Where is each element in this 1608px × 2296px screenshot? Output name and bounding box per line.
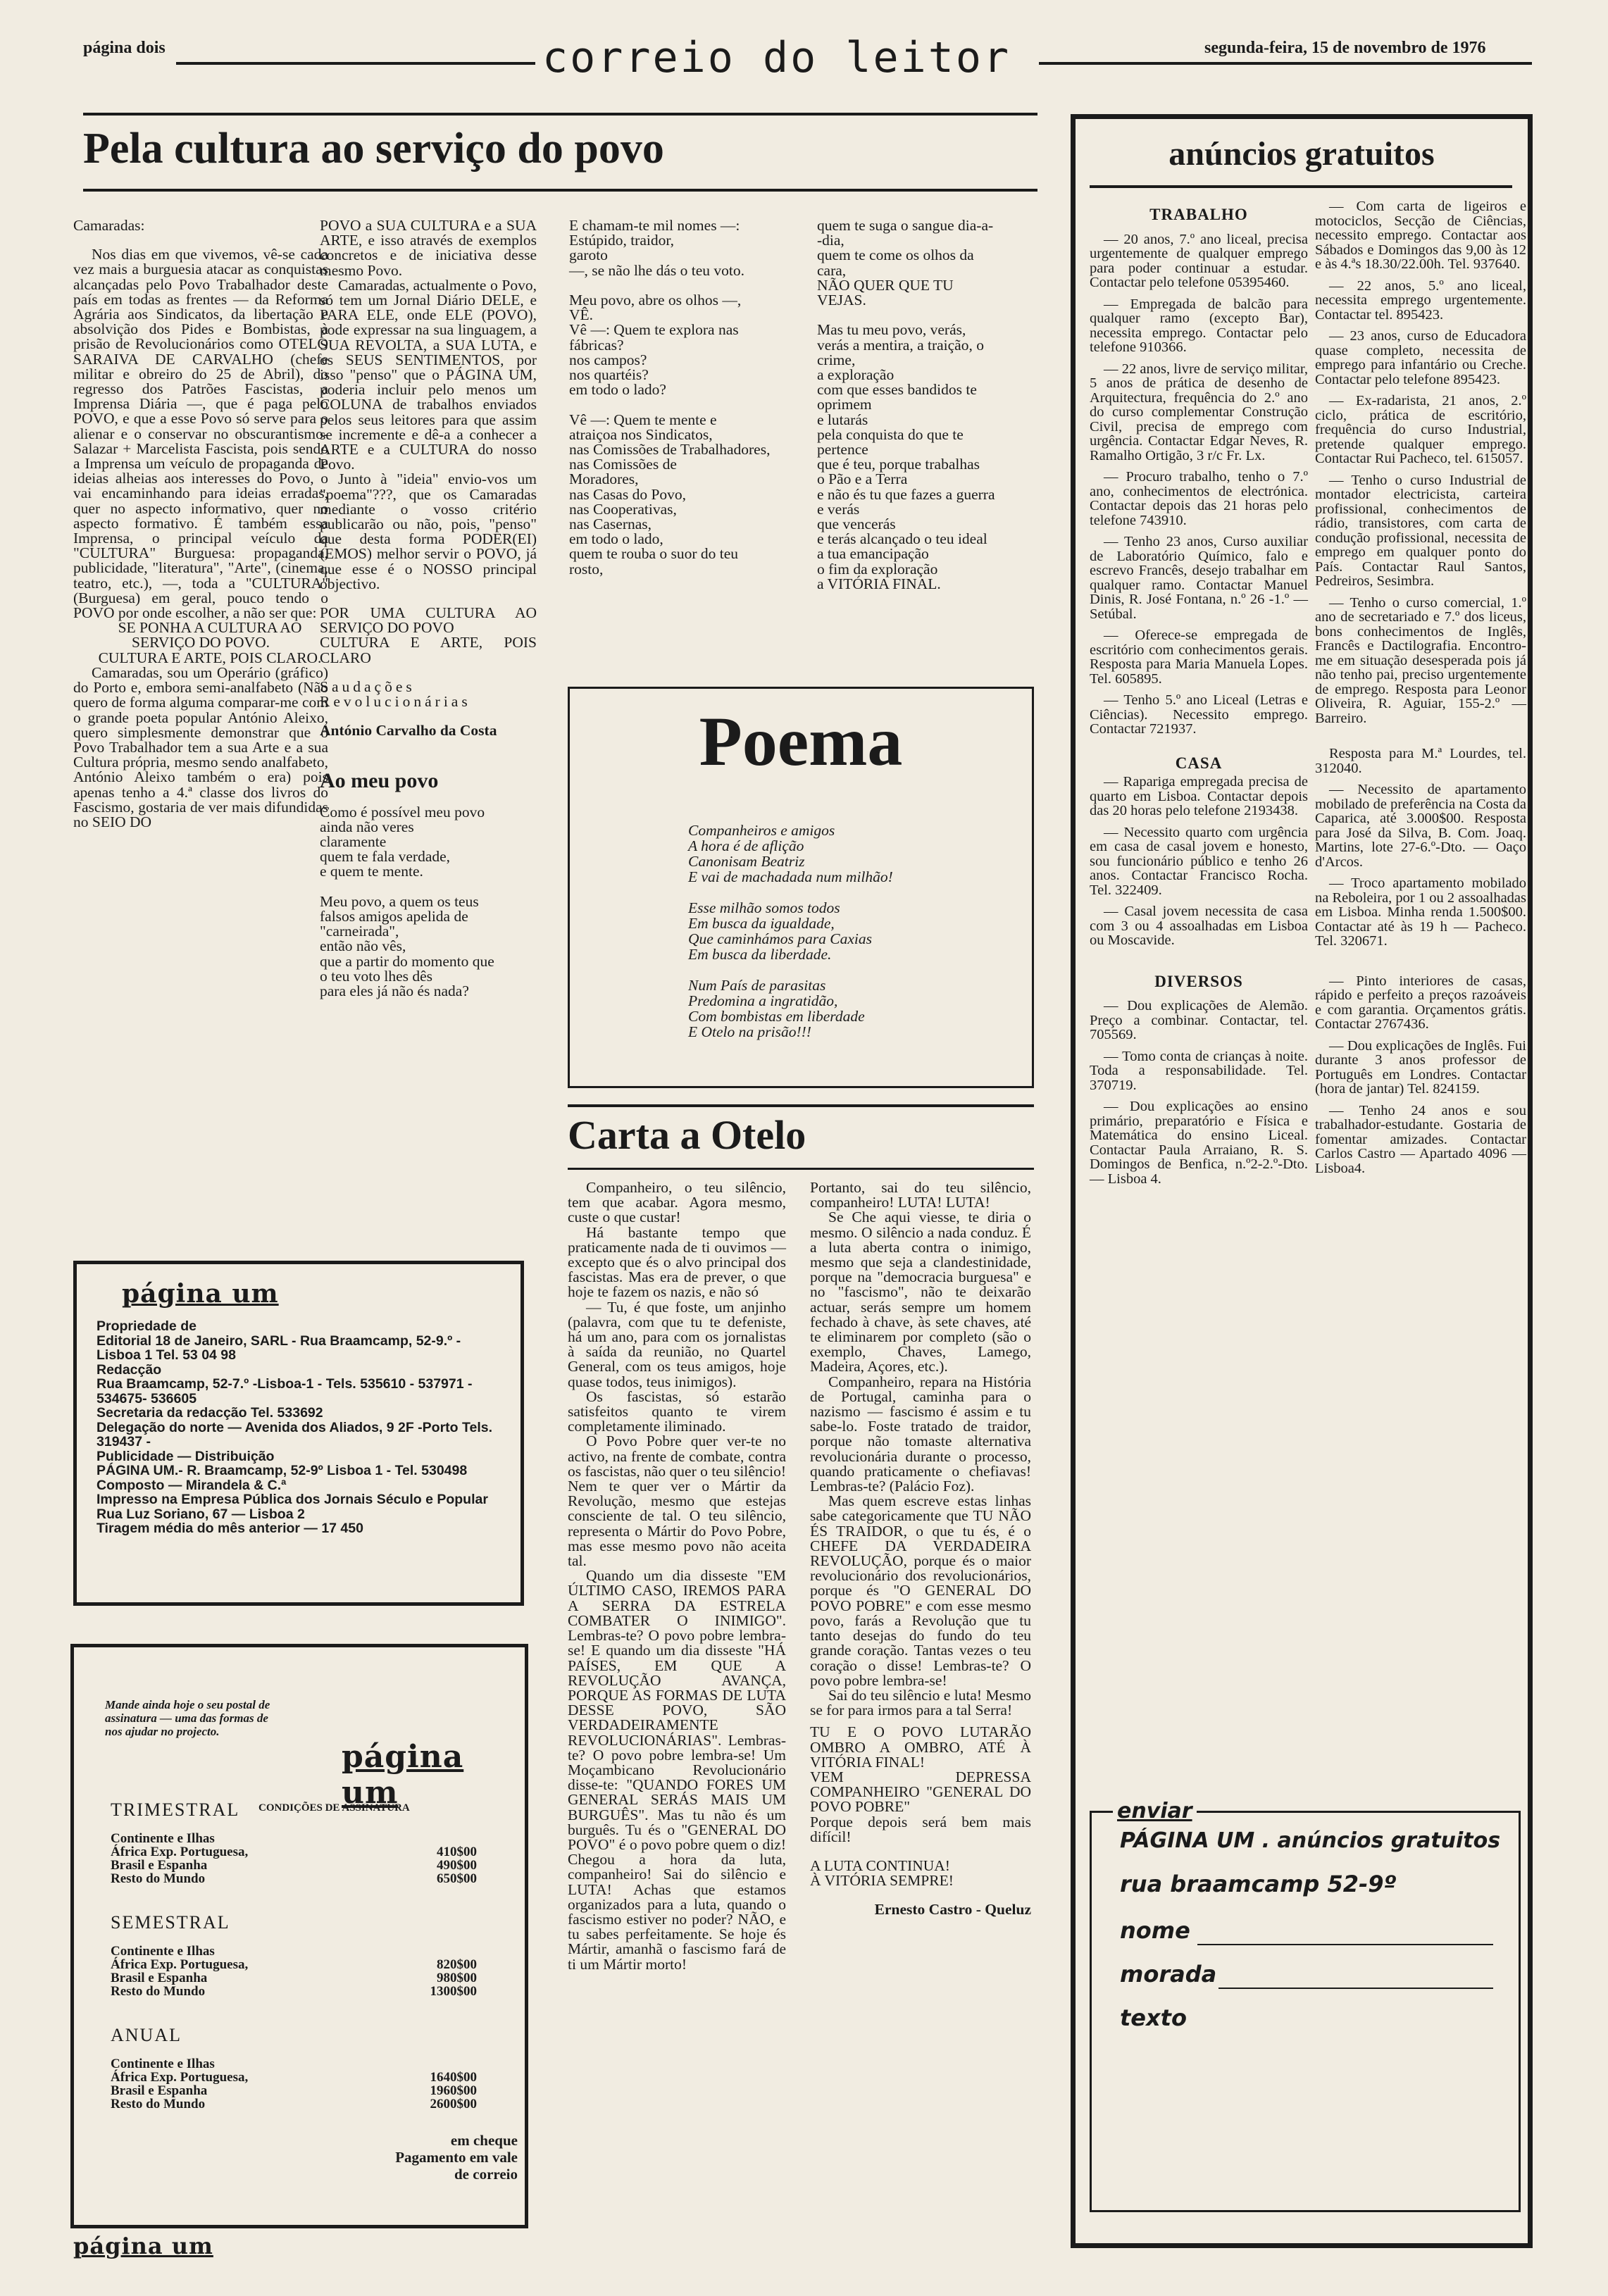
poem-line: nos quartéis? xyxy=(569,366,649,384)
section-title: correio do leitor xyxy=(542,33,1011,82)
region: Brasil e Espanha xyxy=(111,1858,208,1873)
paragraph: Se Che aqui viesse, te diria o mesmo. O silêncio a nada conduz. É a luta aberta contra o inimigo, mesmo que seja a clandestinidade, porque na "democracia burguesa" e no "fascismo", não te deixarão actuar, serás sempre um homem fechado à chave, às sete chaves, até te eliminarem por completo (são o exemplo, Chaves, Lamego, Madeira, Açores, etc.). xyxy=(810,1209,1031,1375)
classified-ad: — Tomo conta de crianças à noite. Toda a responsabilidade. Tel. 370719. xyxy=(1090,1048,1308,1093)
subscription-plan xyxy=(111,1912,477,1998)
payment-method xyxy=(335,2132,518,2183)
poema-line: Em busca da liberdade. xyxy=(688,946,832,963)
colophon-line: Composto — Mirandela & C.ª xyxy=(96,1477,287,1493)
price-row xyxy=(111,2057,477,2071)
form-address-line: PÁGINA UM . anúncios gratuitos xyxy=(1120,1828,1501,1853)
poem-line: Meu povo, abre os olhos —, xyxy=(569,292,742,309)
classified-ad: — Dou explicações de Alemão. Preço a combinar. Contactar, tel. 705569. xyxy=(1090,998,1308,1042)
price: 2600$00 xyxy=(430,2097,477,2111)
poem-line xyxy=(817,308,1037,323)
poem-line: crime, xyxy=(817,351,856,368)
poem-line: E chamam-te mil nomes —: xyxy=(569,217,740,234)
poema-stanzas xyxy=(688,823,1026,1055)
region: África Exp. Portuguesa, xyxy=(111,2070,249,2085)
poem-line: "carneirada", xyxy=(320,923,399,940)
carta-title-rule xyxy=(568,1168,1034,1170)
plan-name: ANUAL xyxy=(111,2025,182,2045)
poem-line: rosto, xyxy=(569,560,604,578)
poem-line: a exploração xyxy=(817,366,895,384)
carta-title: Carta a Otelo xyxy=(568,1112,806,1158)
main-article-title: Pela cultura ao serviço do povo xyxy=(83,125,664,173)
classified-ad: — Procuro trabalho, tenho o 7.º ano, conhecimentos de electrónica. Contactar depois das 21 horas pelo telefone 743910. xyxy=(1090,469,1308,528)
price-row xyxy=(111,1859,477,1872)
ads-col1 xyxy=(1090,204,1308,1193)
poem-line: e não és tu que fazes a guerra xyxy=(817,485,995,503)
subscription-plan xyxy=(111,2025,477,2111)
slogan: TU E O POVO LUTARÃO OMBRO A OMBRO, ATÉ À VITÓRIA FINAL! xyxy=(810,1723,1031,1771)
classified-ad: — 23 anos, curso de Educadora quase completo, necessita de emprego para infantário ou Creche. Contactar pelo telefone 895423. xyxy=(1315,328,1526,387)
slogan: POR UMA CULTURA AO SERVIÇO DO POVO xyxy=(320,604,537,637)
main-title-rule xyxy=(83,189,1037,192)
poem-line: Mas tu meu povo, verás, xyxy=(817,321,966,339)
slogan: VEM DEPRESSA COMPANHEIRO "GENERAL DO POVO POBRE" xyxy=(810,1768,1031,1816)
poem-line: e quem te mente. xyxy=(320,863,423,880)
poem-line: garoto xyxy=(569,247,608,264)
paragraph: Companheiro, repara na História de Portugal, caminha para o nazismo — fascismo é assim e tu sabe-lo. Foste tratado de traidor, porque não tomaste alternativa revolucionária durante o processo, quando praticamente o chefiavas! Lembras-te? (Palácio Foz). xyxy=(810,1373,1031,1495)
region: Continente e Ilhas xyxy=(111,2057,215,2071)
form-morada-label: morada xyxy=(1120,1961,1217,1988)
ads-title: anúncios gratuitos xyxy=(1168,135,1435,173)
payment-line: Pagamento em vale xyxy=(395,2149,518,2166)
paragraph: Companheiro, o teu silêncio, tem que acabar. Agora mesmo, custe o que custar! xyxy=(568,1179,786,1226)
poema-line: Canonisam Beatriz xyxy=(688,853,805,870)
casa-heading: CASA xyxy=(1175,754,1223,772)
price-row xyxy=(111,1985,477,1998)
poem-line: e verás xyxy=(817,500,860,518)
colophon-line: Impresso na Empresa Pública dos Jornais Século e Popular xyxy=(96,1492,488,1507)
price: 650$00 xyxy=(437,1871,477,1886)
poem-line: para eles já não és nada? xyxy=(320,982,469,999)
classified-ad: — Troco apartamento mobilado na Reboleira, por 1 ou 2 assoalhadas em Lisboa. Minha renda 1.500$00. Contactar até às 19 h — Pacheco. Tel. 320671. xyxy=(1315,875,1527,949)
main-article-col2 xyxy=(320,218,537,999)
price: 410$00 xyxy=(437,1845,477,1859)
texto-field-area[interactable] xyxy=(1120,2038,1493,2193)
main-top-rule xyxy=(83,113,1037,116)
payment-line: de correio xyxy=(454,2166,518,2183)
poem-line: que a partir do momento que xyxy=(320,952,494,970)
ad-submission-form xyxy=(1090,1799,1521,2212)
ads-col2 xyxy=(1315,199,1527,1183)
classified-ad: — Oferece-se empregada de escritório com conhecimentos gerais. Resposta para Maria Manuela Lopes. Tel. 605895. xyxy=(1090,628,1308,687)
poem-line: quem te rouba o suor do teu xyxy=(569,545,739,563)
ads-title-rule xyxy=(1090,185,1512,188)
classified-ad: Resposta para M.ª Lourdes, tel. 312040. xyxy=(1315,746,1526,776)
poema-line: Com bombistas em liberdade xyxy=(688,1008,865,1025)
poem-line: Vê —: Quem te explora nas xyxy=(569,321,739,339)
slogan: A LUTA CONTINUA! xyxy=(810,1857,950,1874)
masthead-rule-left xyxy=(176,62,535,65)
subscription-conditions xyxy=(111,1799,505,2138)
salutation: Camaradas: xyxy=(73,217,145,234)
poem-line: cara, xyxy=(817,261,847,279)
poem-line xyxy=(569,397,802,412)
poem-line: Como é possível meu povo xyxy=(320,803,485,821)
poem-line: em todo o lado, xyxy=(569,530,663,548)
price-row xyxy=(111,1945,477,1958)
poema-line: Esse milhão somos todos xyxy=(688,899,840,916)
poem-line: Moradores, xyxy=(569,470,639,488)
poem-line: Estúpido, traidor, xyxy=(569,232,675,249)
classified-ad: — Ex-radarista, 21 anos, 2.º ciclo, prática de escritório, frequência do curso Industrial, pretende qualquer emprego. Contactar Rui Pacheco, tel. 615057. xyxy=(1315,393,1526,466)
classified-ad: — Necessito de apartamento mobilado de preferência na Costa da Caparica, até 3.000$00. Resposta para José da Silva, B. Com. Joaq. Martins, lote 27-6.º-Dto. — Oaço d'Arcos. xyxy=(1315,782,1526,870)
poem-line: o teu voto lhes dês xyxy=(320,967,433,985)
paragraph: — Tu, é que foste, um anjinho (palavra, com que tu te defeniste, há um ano, para com os jornalistas à saída da reunião, no Quartel General, com os teus amigos, hoje quase todos, teus inimigos). xyxy=(568,1298,786,1390)
classified-ad: — 20 anos, 7.º ano liceal, precisa urgentemente de qualquer emprego para poder continuar a estudar. Contactar pelo telefone 05395460. xyxy=(1090,231,1308,290)
form-nome-label: nome xyxy=(1120,1917,1190,1944)
poem-line: quem te come os olhos da xyxy=(817,247,974,264)
classified-ad: — Tenho o curso comercial, 1.º ano de secretariado e 7.º dos liceus, bons conhecimentos de Inglês, Francês e Dactilografia. Encontro-me em situação desesperada pois já não tenho pai, preciso urgentemente de emprego. Resposta para Leonor Oliveira, R. Aguiar, 155-2.º — Barreiro. xyxy=(1315,594,1526,726)
plan-name: TRIMESTRAL xyxy=(111,1799,240,1820)
price: 1960$00 xyxy=(430,2083,477,2098)
poema-line: E Otelo na prisão!!! xyxy=(688,1023,811,1040)
nome-field-line[interactable] xyxy=(1197,1944,1493,1945)
price-row xyxy=(111,1958,477,1971)
subscription-logo: página um xyxy=(342,1739,464,1811)
slogan: CULTURA E ARTE, POIS CLARO xyxy=(320,634,537,666)
region: África Exp. Portuguesa, xyxy=(111,1845,249,1859)
poem-line: o Pão e a Terra xyxy=(817,470,908,488)
poema-stanza xyxy=(688,900,1026,962)
subscription-box xyxy=(70,1644,528,2228)
classified-ad: — Dou explicações de Inglês. Fui durante 3 anos professor de Português em Londres. Contactar (hora de jantar) Tel. 824159. xyxy=(1315,1037,1526,1097)
classified-ad: — Casal jovem necessita de casa com 3 ou 4 assoalhadas em Lisboa ou Moscavide. xyxy=(1090,904,1308,948)
paragraph: Portanto, sai do teu silêncio, companheiro! LUTA! LUTA! xyxy=(810,1179,1031,1211)
poem-lines-a xyxy=(320,805,537,999)
price-row xyxy=(111,2071,477,2084)
colophon-box xyxy=(73,1261,524,1606)
subscription-conditions-label: CONDIÇÕES DE ASSINATURA xyxy=(258,1802,410,1814)
trabalho-heading: TRABALHO xyxy=(1149,206,1248,223)
paragraph: POVO a SUA CULTURA e a SUA ARTE, e isso através de exemplos concretos e de iniciativa desse mesmo Povo. xyxy=(320,217,537,279)
classified-ad: — Com carta de ligeiros e motociclos, Secção de Ciências, necessito emprego. Contactar aos Sábados e Domingos das 9,00 às 12 e às 4.ªs 18.30/22.00h. Tel. 937640. xyxy=(1315,199,1526,272)
plan-name: SEMESTRAL xyxy=(111,1912,230,1933)
enviar-label: enviar xyxy=(1113,1800,1197,1823)
poem-line: NÃO QUER QUE TU xyxy=(817,276,954,294)
signature: António Carvalho da Costa xyxy=(320,722,497,740)
poema-line: Em busca da igualdade, xyxy=(688,915,835,932)
poema-line: Que caminhámos para Caxias xyxy=(688,930,872,947)
poem-line: a tua emancipação xyxy=(817,545,929,563)
region: Resto do Mundo xyxy=(111,1871,206,1886)
paragraph: Quando um dia disseste "EM ÚLTIMO CASO, IREMOS PARA A SERRA DA ESTRELA COMBATER O INIMIGO". Lembras-te? O povo pobre lembra-se! E quando um dia disseste "HÁ PAÍSES, EM QUE A REVOLUÇÃO AVANÇA, PORQUE AS FORMAS DE LUTA DESSE POVO, SÃO VERDADEIRAMENTE REVOLUCIONÁRIAS". Lembras-te? O povo pobre lembra-se! Um Moçambicano Revolucionário disse-te: "QUANDO FORES UM GENERAL SERÁS MAIS UM BURGUÊS". Mas tu não és um burguês. Tu és o "GENERAL DO POVO" é o povo pobre quem o diz! Chegou a hora da luta, companheiro! Sai do silêncio e LUTA! Achas que estamos organizados para a luta, quando o fascismo estiver no poder? NÃO, e tu sabes perfeitamente. Se hoje és Mártir, amanhã o fascismo fará de ti um Mártir morto! xyxy=(568,1567,786,1973)
slogan: SE PONHA A CULTURA AO SERVIÇO DO POVO. xyxy=(118,619,302,651)
poem-line: VEJAS. xyxy=(817,292,866,309)
paragraph: Há bastante tempo que praticamente nada de ti ouvimos — excepto que és o alvo principal dos fascistas. Mas era de prever, o que hoje te fazem os nazis, e não só xyxy=(568,1223,786,1301)
price-row xyxy=(111,2097,477,2111)
main-article-col1 xyxy=(73,218,328,830)
region: África Exp. Portuguesa, xyxy=(111,1957,249,1972)
poem-line: então não vês, xyxy=(320,937,406,955)
page-label: página dois xyxy=(83,39,166,57)
poem-line: quem te fala verdade, xyxy=(320,848,451,866)
price: 980$00 xyxy=(437,1971,477,1985)
poem-line xyxy=(320,880,537,894)
poem-line: verás a mentira, a traição, o xyxy=(817,336,984,354)
price-row xyxy=(111,1971,477,1985)
classified-ad: — Pinto interiores de casas, rápido e perfeito a preços razoáveis e com garantia. Orçamentos grátis. Contactar 2767436. xyxy=(1315,973,1526,1032)
poema-stanza xyxy=(688,978,1026,1040)
poem-line: -dia, xyxy=(817,232,844,249)
poem-line: nas Casas do Povo, xyxy=(569,485,687,503)
price: 1300$00 xyxy=(430,1984,477,1999)
carta-col2 xyxy=(810,1180,1031,1918)
region: Continente e Ilhas xyxy=(111,1944,215,1959)
poem-line: nas Comissões de xyxy=(569,456,677,473)
footer-logo: página um xyxy=(73,2233,213,2259)
ads-panel xyxy=(1071,114,1533,2248)
colophon-line: Secretaria da redacção Tel. 533692 xyxy=(96,1405,323,1421)
classified-ad: — Tenho 5.º ano Liceal (Letras e Ciências). Necessito emprego. Contactar 721937. xyxy=(1090,692,1308,737)
poem-line: nas Casernas, xyxy=(569,516,652,533)
poem-line: que vencerás xyxy=(817,516,896,533)
paragraph: Junto à "ideia" envio-vos um "poema"???, que os Camaradas mediante o vosso critério publicarão ou não, pois, "penso" que desta forma PODER(EI)(EMOS) melhor servir o POVO, já que esse é o NOSSO principal objectivo. xyxy=(320,470,537,592)
region: Brasil e Espanha xyxy=(111,2083,208,2098)
region: Continente e Ilhas xyxy=(111,1831,215,1846)
paragraph: Porque depois será bem mais difícil! xyxy=(810,1813,1031,1845)
poema-box xyxy=(568,687,1034,1088)
classified-ad: — 22 anos, 5.º ano liceal, necessita emprego urgentemente. Contactar tel. 895423. xyxy=(1315,277,1526,323)
paragraph: Camaradas, sou um Operário (gráfico) do Porto e, embora semi-analfabeto (Não quero de forma alguma comparar-me com o grande poeta popular António Aleixo, quero simplesmente demonstrar que o Povo Trabalhador tem a sua Arte e a sua Cultura própria, mesmo sendo analfabeto, António Aleixo também o era) pois apenas tenho a 4.ª classe dos livros do Fascismo, gostaria de ver mais difundidas no SEIO DO xyxy=(73,663,328,830)
slogan: À VITÓRIA SEMPRE! xyxy=(810,1872,954,1890)
poema-stanza xyxy=(688,823,1026,885)
colophon-line: PÁGINA UM.- R. Braamcamp, 52-9º Lisboa 1 - Tel. 530498 xyxy=(96,1463,468,1478)
region: Resto do Mundo xyxy=(111,2097,206,2111)
poem-line: VÊ. xyxy=(569,306,594,324)
form-texto-label: texto xyxy=(1120,2004,1187,2031)
diversos-heading: DIVERSOS xyxy=(1154,972,1243,990)
poem-line xyxy=(569,278,802,293)
classified-ad: — Tenho o curso Industrial de montador electricista, carteira profissional, conhecimentos de rádio, transistores, com carta de condução profissional, necessita de emprego em qualquer ponto do País. Contactar Raul Santos, Pedreiros, Sesimbra. xyxy=(1315,472,1526,589)
colophon-line: Redacção xyxy=(96,1361,162,1378)
closing: Saudações Revolucionárias xyxy=(320,678,471,711)
price-row xyxy=(111,1832,477,1845)
classified-ad: — Tenho 24 anos e sou trabalhador-estudante. Gostaria de fomentar amizades. Contactar Carlos Castro — Apartado 4096 — Lisboa4. xyxy=(1315,1102,1526,1176)
signature: Ernesto Castro - Queluz xyxy=(874,1901,1031,1918)
paragraph: O Povo Pobre quer ver-te no activo, na frente de combate, contra os fascistas, não quer o teu silêncio! Nem te quer ver o Mártir da Revolução, mesmo que estejas consciente de tal. O teu silêncio, representa o Mártir do Povo Pobre, mas esse mesmo povo não aceita tal. xyxy=(568,1433,786,1570)
classified-ad: — Tenho 23 anos, Curso auxiliar de Laboratório Químico, falo e escrevo Francês, desejo trabalhar em qualquer ramo. Contactar Manuel Dinis, R. José Fontana, n.º 26 -1.º — Setúbal. xyxy=(1090,534,1308,622)
poem-line: com que esses bandidos te xyxy=(817,381,977,399)
classified-ad: — 22 anos, livre de serviço militar, 5 anos de prática de desenho de Arquitectura, frequência do 2.º ano do curso complementar Construção Civil, precisa de emprego com urgência. Contactar Edgar Neves, R. Ramalho Ortigão, 3 r/c Fr. Lx. xyxy=(1090,361,1308,463)
paragraph: Mas quem escreve estas linhas sabe categoricamente que TU NÃO ÉS TRAIDOR, o que tu és, é o CHEFE DA VERDADEIRA REVOLUÇÃO, porque és o maior revolucionário dos revolucionários, porque és "O GENERAL DO POVO POBRE" e com esse mesmo povo, farás a Revolução que tu tanto desejas do fundo do teu grande coração. Tantas vezes o teu coração o disse! Lembras-te? O povo pobre lembra-se! xyxy=(810,1492,1031,1689)
poem-line: —, se não lhe dás o teu voto. xyxy=(569,261,744,279)
paragraph: Sai do teu silêncio e luta! Mesmo se for para irmos para a tal Serra! xyxy=(810,1686,1031,1719)
poem-line: o fim da exploração xyxy=(817,560,938,578)
slogan: CULTURA E ARTE, POIS CLARO. xyxy=(98,649,322,666)
poema-title: Poema xyxy=(699,702,903,780)
poema-line: Num País de parasitas xyxy=(688,977,826,994)
poem-line: atraiçoa nos Sindicatos, xyxy=(569,425,713,443)
price: 490$00 xyxy=(437,1858,477,1873)
morada-field-line[interactable] xyxy=(1219,1988,1493,1989)
poem-line: Meu povo, a quem os teus xyxy=(320,892,479,910)
form-street-line: rua braamcamp 52-9º xyxy=(1120,1871,1397,1897)
poema-line: E vai de machadada num milhão! xyxy=(688,868,893,885)
classified-ad: — Dou explicações ao ensino primário, preparatório e Física e Matemática do ensino Liceal. Contactar Paula Arraiano, R. S. Domingos de Benfica, n.º2-2.º-Dto. — Lisboa 4. xyxy=(1090,1099,1308,1187)
poem-line: oprimem xyxy=(817,396,872,413)
issue-date: segunda-feira, 15 de novembro de 1976 xyxy=(1204,39,1486,57)
colophon-line: Publicidade — Distribuição xyxy=(96,1448,275,1464)
classified-ad: — Rapariga empregada precisa de quarto em Lisboa. Contactar depois das 20 horas pelo telefone 2193438. xyxy=(1090,774,1308,818)
masthead-rule-right xyxy=(1039,62,1532,65)
poem-line: claramente xyxy=(320,832,387,850)
price-row xyxy=(111,2084,477,2097)
poem-line: fábricas? xyxy=(569,336,624,354)
paragraph: Nos dias em que vivemos, vê-se cada vez mais a burguesia atacar as conquistas alcançadas pelo Povo Trabalhador deste país em todas as frentes — da Reforma Agrária aos Sindicatos, da libertação e absolvição dos Pides e Bombistas, à prisão de Revolucionários como OTELO SARAIVA DE CARVALHO (chefe militar e obreiro do 25 de Abril), do regresso dos Patrões Fascistas, a Imprensa Diária —, que é paga pelo POVO, e que a esse Povo só serve para o alienar e o conservar no obscurantismo-Salazar + Marcelista Fascista, pois sendo a Imprensa um veículo de propaganda de ideias alheias aos interesses do Povo, o vai encaminhando para ideias erradas, quer no aspecto informativo, quer no aspecto formativo. É também essa Imprensa, o principal veículo da "CULTURA" Burguesa: propaganda, publicidade, "literatura", "Arte", (cinema, teatro, etc.), —, toda a "CULTURA" (Burguesa) em geral, pouco tendo o POVO por onde escolher, a não ser que: xyxy=(73,246,328,622)
main-article-col3 xyxy=(569,218,802,577)
price: 820$00 xyxy=(437,1957,477,1972)
poem-line: e lutarás xyxy=(817,411,868,428)
colophon-line: Rua Luz Soriano, 67 — Lisboa 2 xyxy=(96,1506,305,1522)
poem-line: que é teu, porque trabalhas xyxy=(817,456,980,473)
price-row xyxy=(111,1872,477,1885)
colophon-logo: página um xyxy=(122,1279,279,1309)
classified-ad: — Empregada de balcão para qualquer ramo (excepto Bar), necessita emprego. Contactar pelo telefone 910366. xyxy=(1090,296,1308,355)
poem-line: nas Cooperativas, xyxy=(569,500,677,518)
poem-title: Ao meu povo xyxy=(320,768,439,792)
poem-line: pertence xyxy=(817,441,868,458)
classified-ad: — Necessito quarto com urgência em casa de casal jovem e honesto, sou funcionário público e tenho 26 anos. Contactar Francisco Rocha. Tel. 322409. xyxy=(1090,824,1308,898)
colophon-line: Tiragem média do mês anterior — 17 450 xyxy=(96,1521,363,1536)
paragraph: Os fascistas, só estarão satisfeitos quanto te virem completamente iliminado. xyxy=(568,1387,786,1435)
poem-line: ainda não veres xyxy=(320,818,414,835)
price-row xyxy=(111,1845,477,1859)
payment-line: em cheque xyxy=(450,2132,518,2149)
colophon-line: Propriedade de xyxy=(96,1318,197,1334)
subscription-note: Mande ainda hoje o seu postal de assinatura — uma das formas de nos ajudar no projecto. xyxy=(105,1698,270,1738)
poem-line: Vê —: Quem te mente e xyxy=(569,411,717,428)
poem-line: pela conquista do que te xyxy=(817,425,964,443)
poem-line: e terás alcançado o teu ideal xyxy=(817,530,987,548)
carta-col1 xyxy=(568,1180,786,1972)
price: 1640$00 xyxy=(430,2070,477,2085)
poema-line: Predomina a ingratidão, xyxy=(688,992,838,1009)
poem-line: falsos amigos apelida de xyxy=(320,907,468,925)
poem-line: nas Comissões de Trabalhadores, xyxy=(569,441,771,458)
poema-line: A hora é de aflição xyxy=(688,837,804,854)
colophon-line: Rua Braamcamp, 52-7.º -Lisboa-1 - Tels. 535610 - 537971 - 534675- 536605 xyxy=(96,1376,473,1406)
colophon-lines xyxy=(96,1319,501,1536)
poema-line: Companheiros e amigos xyxy=(688,822,835,839)
poem-line: em todo o lado? xyxy=(569,381,666,399)
poem-line: a VITÓRIA FINAL. xyxy=(817,575,941,592)
colophon-line: Editorial 18 de Janeiro, SARL - Rua Braamcamp, 52-9.º -Lisboa 1 Tel. 53 04 98 xyxy=(96,1333,461,1363)
region: Brasil e Espanha xyxy=(111,1971,208,1985)
region: Resto do Mundo xyxy=(111,1984,206,1999)
paragraph: Camaradas, actualmente o Povo, só tem um Jornal Diário DELE, e PARA ELE, onde ELE (POVO), pode expressar na sua linguagem, a SUA REVOLTA, a SUA LUTA, e os SEUS SENTIMENTOS, por isso "penso" que o PÁGINA UM, poderia incluir pelo menos um COLUNA de trabalhos enviados pelos seus leitores para que assim se incremente e dê-a a conhecer a ARTE e a CULTURA do nosso Povo. xyxy=(320,276,537,473)
colophon-line: Delegação do norte — Avenida dos Aliados, 9 2F -Porto Tels. 319437 - xyxy=(96,1419,492,1449)
main-article-col4 xyxy=(817,218,1037,592)
poem-line: quem te suga o sangue dia-a- xyxy=(817,217,994,234)
poem-line: nos campos? xyxy=(569,351,647,368)
